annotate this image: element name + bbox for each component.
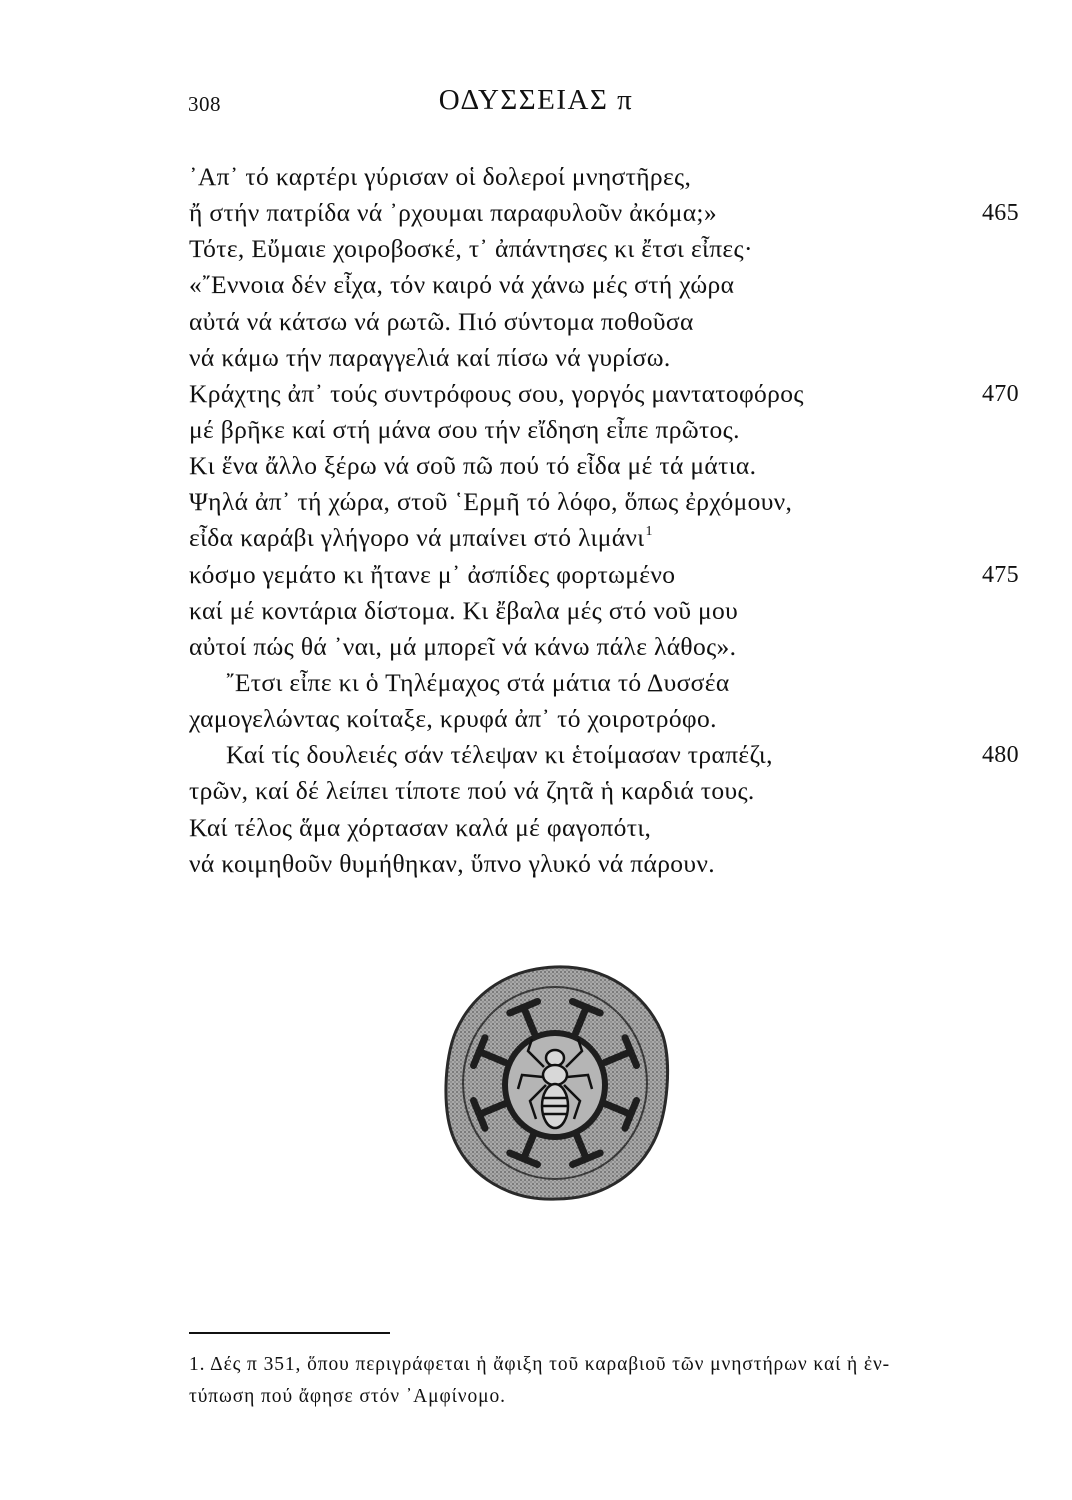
book-title: ΟΔΥΣΣΕΙΑΣ π [438, 84, 634, 116]
verse-text [189, 560, 675, 589]
verse-line [189, 195, 1029, 231]
verse-text-content: αὐτά νά κάτσω νά ρωτῶ. Πιό σύντομα ποθοῦσα [189, 306, 694, 336]
verse-line [189, 159, 1029, 195]
verse-text-content: νά κάμω τήν παραγγελιά καί πίσω νά γυρίσω. [189, 342, 671, 372]
verse-text [189, 776, 755, 805]
verse-text [189, 632, 736, 661]
verse-text-content: εἶδα καράβι γλήγορο νά μπαίνει στό λιμάνι [189, 523, 645, 553]
verse-text-content: Κι ἕνα ἄλλο ξέρω νά σοῦ πῶ πού τό εἶδα μέ τά μάτια. [189, 451, 757, 481]
verse-line [189, 629, 1029, 665]
verse-line [189, 520, 1029, 556]
verse-text-content: Ψηλά ἀπ᾿ τή χώρα, στοῦ ῾Ερμῆ τό λόφο, ὅπως ἐρχόμουν, [189, 487, 793, 517]
verse-text [189, 234, 753, 263]
verse-text-content: νά κοιμηθοῦν θυμήθηκαν, ὕπνο γλυκό νά πάρουν. [189, 848, 715, 878]
footnote-marker[interactable]: 1 [645, 524, 653, 540]
verse-text-content: ῎Ετσι εἶπε κι ὁ Τηλέμαχος στά μάτια τό Δυσσέα [226, 667, 730, 697]
verse-text [189, 487, 792, 516]
line-number: 480 [981, 742, 1019, 769]
verse-text [189, 704, 717, 733]
page-number: 308 [188, 92, 221, 116]
verse-line [189, 557, 1029, 593]
verse-text [189, 740, 773, 769]
verse-text-content: «῎Εννοια δέν εἶχα, τόν καιρό νά χάνω μές στή χώρα [189, 270, 735, 300]
footnote-rule [189, 1332, 390, 1334]
verse-text [189, 162, 691, 191]
verse-text-content: κόσμο γεμάτο κι ἤτανε μ᾿ ἀσπίδες φορτωμένο [189, 559, 676, 589]
verse-line [189, 376, 1029, 412]
verse-text-content: μέ βρῆκε καί στή μάνα σου τήν εἴδηση εἶπε πρῶτος. [189, 414, 740, 444]
footnote-line: 1. Δές π 351, ὅπου περιγράφεται ἡ ἄφιξη τοῦ καραβιοῦ τῶν μνηστήρων καί ἡ ἐν- [189, 1354, 891, 1375]
poem-text [189, 159, 1029, 882]
verse-text [189, 451, 756, 480]
verse-line [189, 340, 1029, 376]
running-head [0, 84, 1072, 124]
line-number: 465 [981, 200, 1019, 227]
line-number: 470 [981, 380, 1019, 407]
verse-text [189, 849, 715, 878]
verse-text-content: Τότε, Εὔμαιε χοιροβοσκέ, τ᾿ ἀπάντησες κι ἔτσι εἶπες· [189, 234, 753, 264]
verse-line [189, 304, 1029, 340]
verse-text-content: αὐτοί πώς θά ᾿ναι, μά μπορεῖ νά κάνω πάλε λάθος». [189, 631, 737, 661]
verse-text [189, 523, 653, 552]
verse-text [189, 198, 717, 227]
verse-text [189, 343, 671, 372]
verse-text-content: Καί τίς δουλειές σάν τέλεψαν κι ἑτοίμασαν τραπέζι, [226, 740, 773, 770]
verse-text-content: ἤ στήν πατρίδα νά ᾿ρχουμαι παραφυλοῦν ἀκόμα;» [189, 198, 717, 228]
verse-line [189, 412, 1029, 448]
seal-illustration [440, 963, 670, 1203]
verse-line [189, 448, 1029, 484]
verse-line [189, 593, 1029, 629]
verse-text [189, 270, 734, 299]
verse-text [189, 668, 730, 697]
verse-text-content: ᾿Απ᾿ τό καρτέρι γύρισαν οἱ δολεροί μνηστῆρες, [189, 162, 692, 191]
verse-line [189, 484, 1029, 520]
verse-text-content: Καί τέλος ἅμα χόρτασαν καλά μέ φαγοπότι, [189, 812, 652, 842]
verse-text-content: Κράχτης ἀπ᾿ τούς συντρόφους σου, γοργός μαντατοφόρος [189, 378, 804, 408]
verse-line [189, 773, 1029, 809]
verse-line [189, 737, 1029, 773]
footnote [189, 1349, 1021, 1413]
verse-line [189, 701, 1029, 737]
footnote-line: τύπωση πού ἄφησε στόν ᾿Αμφίνομο. [189, 1386, 506, 1407]
verse-text [189, 813, 651, 842]
verse-text [189, 596, 738, 625]
verse-text-content: καί μέ κοντάρια δίστομα. Κι ἔβαλα μές στό νοῦ μου [189, 595, 739, 625]
verse-line [189, 231, 1029, 267]
verse-text-content: τρῶν, καί δέ λείπει τίποτε πού νά ζητᾶ ἡ καρδιά τους. [189, 776, 755, 806]
verse-line [189, 846, 1029, 882]
verse-line [189, 267, 1029, 303]
verse-line [189, 810, 1029, 846]
verse-text [189, 379, 804, 408]
verse-text-content: χαμογελώντας κοίταξε, κρυφά ἀπ᾿ τό χοιροτρόφο. [189, 704, 717, 734]
verse-text [189, 307, 694, 336]
verse-line [189, 665, 1029, 701]
line-number: 475 [981, 561, 1019, 588]
verse-text [189, 415, 740, 444]
